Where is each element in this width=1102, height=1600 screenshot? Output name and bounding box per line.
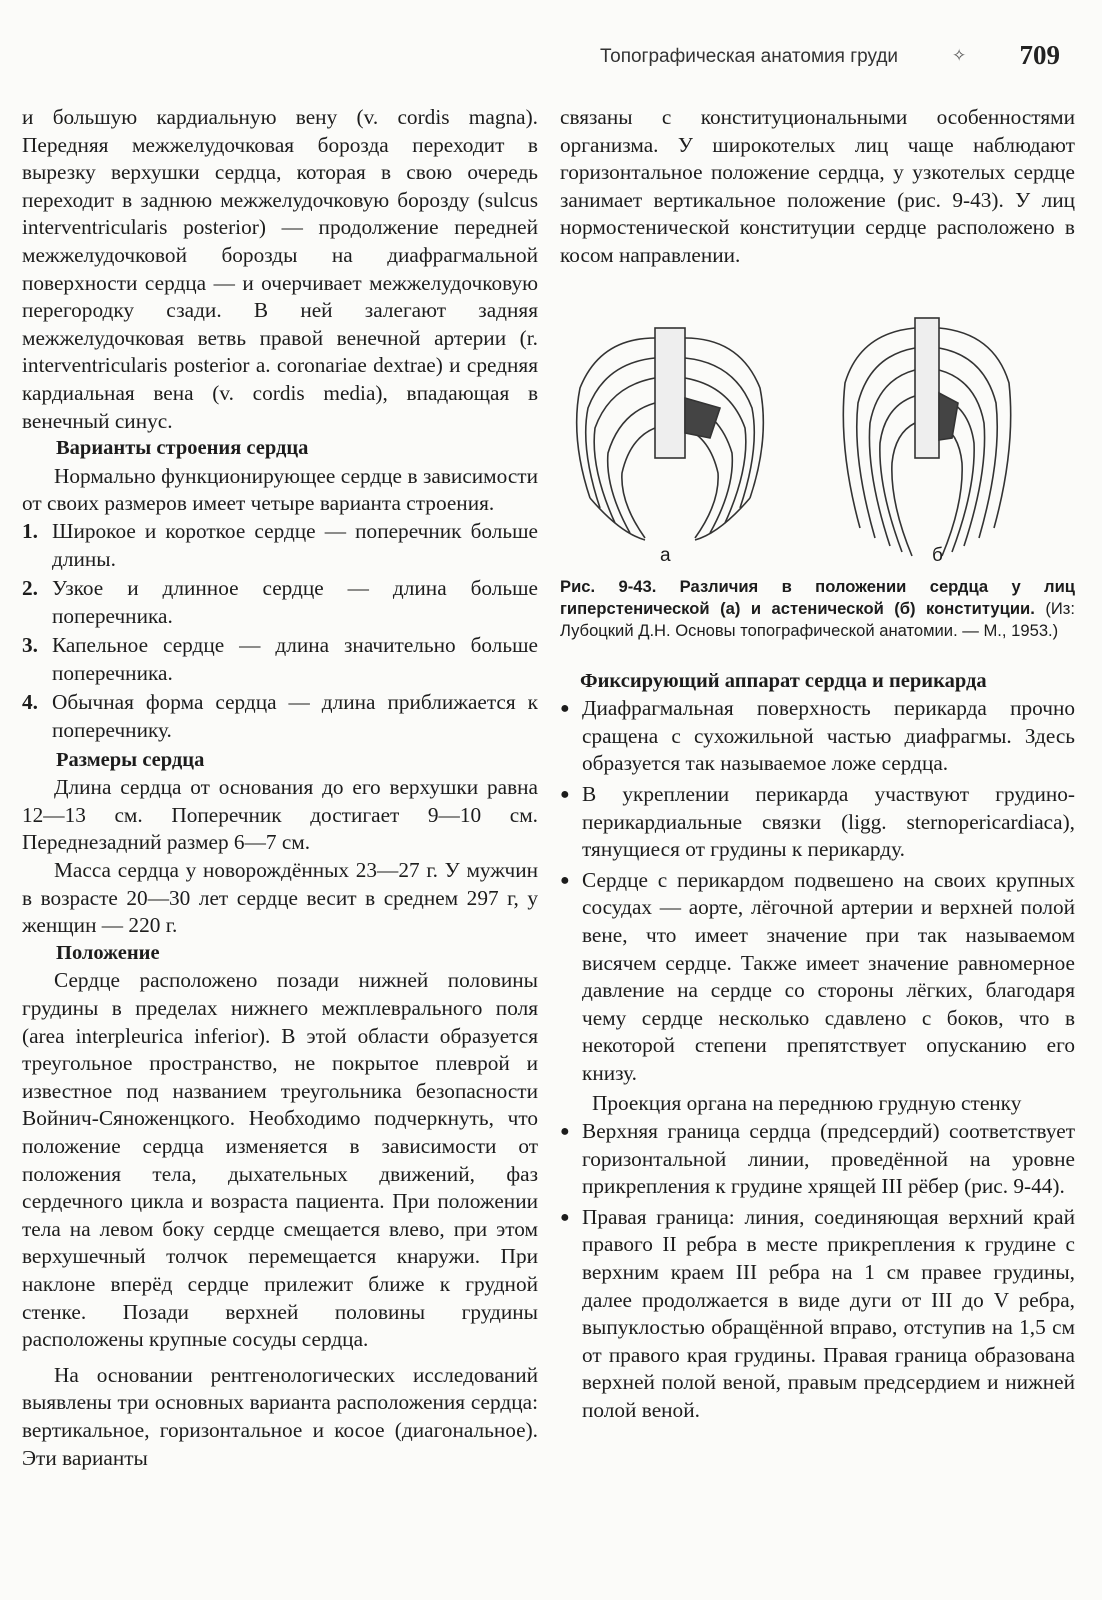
paragraph-continuation: и большую кардиальную вену (v. cordis magna). Передняя межжелудочковая борозда переходит в вырезку верхушки сердца, которая в свою очередь переходит в заднюю межжелудочковую борозду (sulcus interventricularis posterior) — продолжение передней межжелудочковой борозды на диафрагмальной поверхности сердца — и очерчивает межжелудочковую перегородку сзади. В ней залегают задняя межжелудочковая ветвь правой венечной артерии (r. interventricularis posterior a. coronariae dextrae) и средняя кардиальная вена (v. cordis media), впадающая в венечный синус. (22, 105, 538, 433)
heading-position: Положение (56, 941, 160, 964)
bullet-icon: ● (560, 700, 570, 718)
paragraph-variants-intro: Нормально функционирующее сердце в зависимости от своих размеров имеет четыре варианта строения. (22, 463, 538, 516)
heading-fixation: Фиксирующий аппарат сердца и перикарда (580, 669, 987, 692)
list-item: ● Правая граница: линия, соединяющая верхний край правого II ребра в месте прикрепления к грудине с верхним краем III ребра на 1 см правее грудины, далее продолжается в виде дуги от III до V ребра, выпуклостью обращённой вправо, отступив на 1,5 см от правого края грудины. Правая граница образована верхней полой веной, правым предсердием и нижней полой веной. (560, 1204, 1075, 1422)
caption-source: (Из: Лубоцкий Д.Н. Основы топографической анатомии. — М., 1953.) (560, 598, 1075, 640)
rib-cage-asthenic (843, 318, 1010, 556)
projection-list (560, 1118, 1075, 1425)
running-title: Топографическая анатомия груди (600, 46, 899, 67)
list-item: ● Сердце с перикардом подвешено на своих крупных сосудах — аорте, лёгочной артерии и верхней полой вене, что имеет значение при так называемом висячем сердце. Также имеет значение равномерное давление на сердце со стороны лёгких, благодаря чему сердце несколько сдавлено с боков, что в некоторой степени препятствует опусканию его книзу. (560, 867, 1075, 1085)
left-column (22, 104, 538, 1472)
rib-cage-hypersthenic (577, 328, 764, 540)
heading-sizes: Размеры сердца (56, 748, 205, 771)
list-item: 3. Капельное сердце — длина значительно больше поперечника. (22, 633, 538, 685)
caption-title: Рис. 9-43. Различия в положении сердца у лиц гиперстенической (а) и астенической (б) конституции. (560, 576, 1075, 618)
running-header (600, 40, 1070, 76)
paragraph-projection: Проекция органа на переднюю грудную стенку (592, 1091, 1022, 1116)
paragraph-xray: На основании рентгенологических исследований выявлены три основных варианта расположения сердца: вертикальное, горизонтальное и косое (диагональное). Эти варианты (22, 1362, 538, 1470)
paragraph-constitution: связаны с конституциональными особенностями организма. У широкотелых лиц чаще наблюдают горизонтальное положение сердца, у узкотелых сердце занимает вертикальное положение (рис. 9-43). У лиц нормостенической конституции сердце расположено в косом направлении. (560, 105, 1075, 267)
paragraph-position: Сердце расположено позади нижней половины грудины в пределах нижнего межплеврального поля (area interpleurica inferior). В этой области образуется треугольное пространство, не покрытое плеврой и известное под названием треугольника безопасности Войнич-Сяноженцкого. Необходимо подчеркнуть, что положение сердца изменяется в зависимости от положения тела, дыхательных движений, фаз сердечного цикла и возраста пациента. При положении тела на левом боку сердце смещается влево, при этом верхушечный толчок перемещается кнаружи. При наклоне вперёд сердце прилежит ближе к грудной стенке. Позади верхней половины грудины расположены крупные сосуды сердца. (22, 968, 538, 1352)
paragraph-sizes-1: Длина сердца от основания до его верхушки равна 12—13 см. Поперечник достигает 9—10 см. Переднезадний размер 6—7 см. (22, 775, 538, 855)
paragraph-sizes-2: Масса сердца у новорождённых 23—27 г. У мужчин в возрасте 20—30 лет сердце весит в среднем 297 г, у женщин — 220 г. (22, 858, 538, 938)
list-item: ● Верхняя граница сердца (предсердий) соответствует горизонтальной линии, проведённой на уровне прикрепления к грудине хрящей III рёбер (рис. 9-44). (560, 1119, 1075, 1199)
bullet-icon: ● (560, 1123, 570, 1141)
bullet-icon: ● (560, 1208, 570, 1226)
list-item: ● Диафрагмальная поверхность перикарда прочно сращена с сухожильной частью диафрагмы. Здесь образуется так называемое ложе сердца. (560, 696, 1075, 776)
variants-list (22, 518, 538, 745)
diamond-ornament-icon: ✧ (952, 46, 967, 65)
figure-caption (560, 576, 1075, 642)
bullet-icon: ● (560, 785, 570, 803)
list-item: 1. Широкое и короткое сердце — поперечник больше длины. (22, 518, 538, 571)
page-number: 709 (1019, 40, 1060, 70)
list-item: ● В укреплении перикарда участвуют грудино-перикардиальные связки (ligg. sternopericardiaca), тянущиеся от грудины к перикарду. (560, 781, 1075, 862)
list-item: 2. Узкое и длинное сердце — длина больше поперечника. (22, 576, 538, 628)
figure-label-b: б (932, 544, 943, 566)
figure-label-a: а (660, 544, 671, 566)
bullet-icon: ● (560, 871, 570, 889)
fixation-list (560, 695, 1075, 1087)
right-column (560, 104, 1075, 1428)
list-item: 4. Обычная форма сердца — длина приближается к поперечнику. (22, 690, 538, 743)
figure-9-43 (560, 308, 1075, 570)
heading-variants: Варианты строения сердца (56, 437, 309, 460)
rib-cage-illustrations (560, 308, 1075, 570)
